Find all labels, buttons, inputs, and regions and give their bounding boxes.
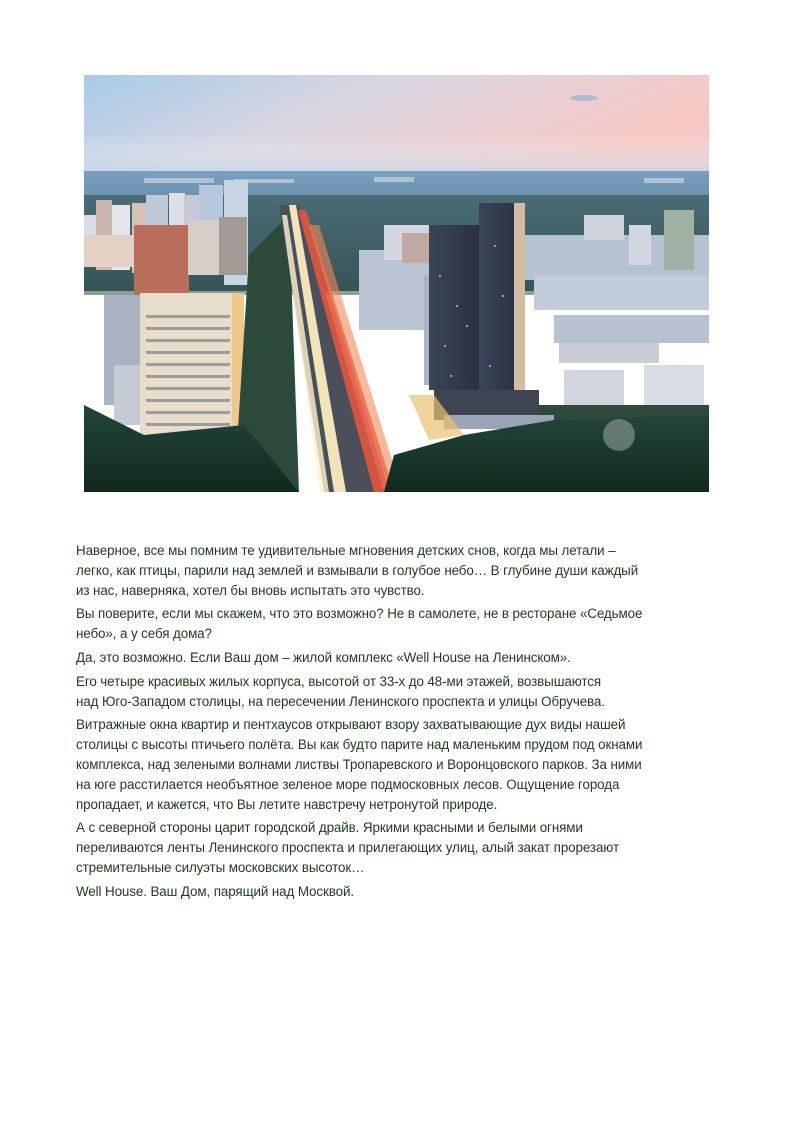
text-line: комплекса, над зелеными волнами листвы Тропаревского и Воронцовского парков. За ними bbox=[76, 756, 642, 772]
text-line: над Юго-Западом столицы, на пересечении Ленинского проспекта и улицы Обручева. bbox=[76, 693, 605, 709]
city-photo-illustration bbox=[84, 75, 709, 492]
paragraph bbox=[76, 672, 716, 712]
paragraph bbox=[76, 541, 716, 600]
text-line: на юге расстилается необъятное зеленое море подмосковных лесов. Ощущение города bbox=[76, 776, 620, 792]
text-line: Наверное, все мы помним те удивительные мгновения детских снов, когда мы летали – bbox=[76, 543, 616, 558]
background-buildings-right bbox=[524, 210, 709, 435]
city-photo bbox=[84, 75, 709, 492]
watermark-logo bbox=[603, 419, 635, 451]
paragraph-closing bbox=[76, 882, 716, 902]
text-line: пропадает, и кажется, что Вы летите навстречу нетронутой природе. bbox=[76, 796, 498, 812]
text-line: Вы поверите, если мы скажем, что это возможно? Не в самолете, не в ресторане «Седьмое bbox=[76, 606, 643, 622]
text-line: Его четыре красивых жилых корпуса, высотой от 33-х до 48-ми этажей, возвышаются bbox=[76, 673, 601, 689]
text-line: легко, как птицы, парили над землей и взмывали в голубое небо… В глубине души каждый bbox=[76, 562, 639, 578]
text-line: Well House. Ваш Дом, парящий над Москвой. bbox=[76, 883, 354, 899]
text-line: из нас, наверняка, хотел бы вновь испытать это чувство. bbox=[76, 582, 425, 598]
text-line: небо», а у себя дома? bbox=[76, 626, 212, 642]
text-line: столицы с высоты птичьего полёта. Вы как будто парите над маленьким прудом под окнами bbox=[76, 737, 643, 753]
text-line: переливаются ленты Ленинского проспекта и прилегающих улиц, алый закат прорезают bbox=[76, 840, 619, 856]
text-line: А с северной стороны царит городской драйв. Яркими красными и белыми огнями bbox=[76, 820, 583, 836]
paragraph bbox=[76, 648, 716, 668]
text-line: Да, это возможно. Если Ваш дом – жилой комплекс «Well House на Ленинском». bbox=[76, 649, 571, 665]
paragraph bbox=[76, 818, 716, 877]
cloud bbox=[570, 95, 598, 101]
article-body bbox=[76, 541, 716, 906]
paragraph bbox=[76, 604, 716, 644]
white-building bbox=[104, 293, 244, 438]
text-line: стремительные силуэты московских высоток… bbox=[76, 859, 365, 875]
text-line: Витражные окна квартир и пентхаусов открывают взору захватывающие дух виды нашей bbox=[76, 717, 626, 733]
paragraph bbox=[76, 715, 716, 814]
